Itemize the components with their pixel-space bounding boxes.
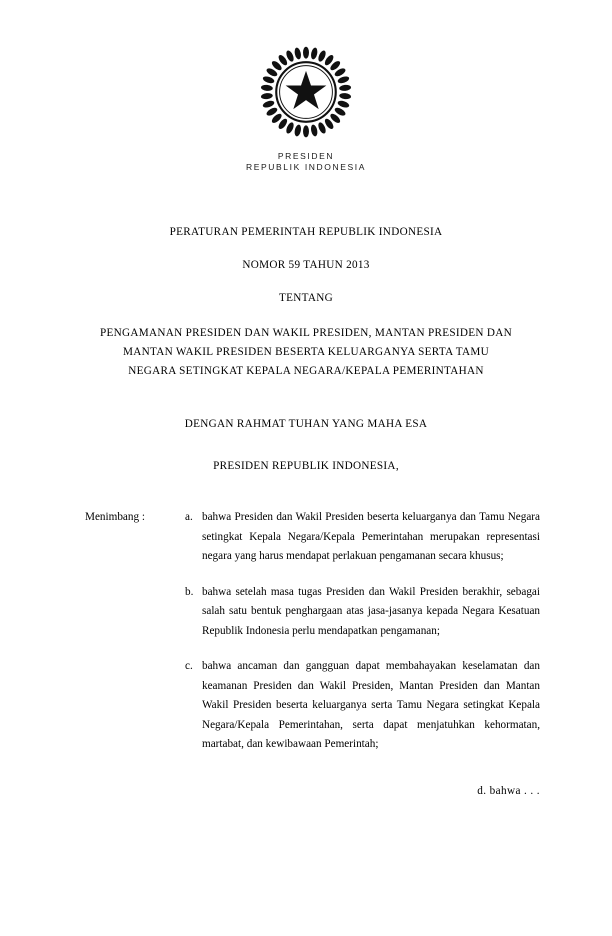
indonesia-presidential-seal-icon [258,44,354,140]
list-item-marker: c. [185,660,193,672]
list-item-text: bahwa setelah masa tugas Presiden dan Wakil Presiden berakhir, sebagai salah satu bentuk penghargaan atas jasa-jasanya kepada Negara Kesatuan Republik Indonesia perlu mendapatkan pengamanan; [202,585,540,637]
regulation-subject [71,324,541,381]
list-item [185,657,540,755]
list-item [185,583,540,642]
emblem-caption [0,151,612,173]
emblem-container [0,0,612,173]
blessing-line: DENGAN RAHMAT TUHAN YANG MAHA ESA [184,418,428,430]
emblem-caption-line-2: REPUBLIK INDONESIA [246,162,366,172]
title-block [0,225,612,474]
regulation-number: NOMOR 59 TAHUN 2013 [242,259,370,271]
issuing-authority: PRESIDEN REPUBLIK INDONESIA, [213,460,399,472]
list-item [185,508,540,567]
subject-line-2: MANTAN WAKIL PRESIDEN BESERTA KELUARGANYA SERTA TAMU [123,346,489,358]
emblem-caption-line-1: PRESIDEN [277,151,335,161]
list-item-text: bahwa ancaman dan gangguan dapat membahayakan keselamatan dan keamanan Presiden dan Wakil Presiden, Mantan Presiden dan Mantan Wakil Presiden beserta keluarganya serta Tamu Negara setingkat Kepala Negara/Kepala Pemerintahan, serta dapat menjatuhkan kehormatan, martabat, dan kewibawaan Pemerintah; [202,660,540,750]
list-item-marker: a. [185,511,193,523]
considerations-label: Menimbang : [85,511,145,523]
about-label: TENTANG [278,292,334,304]
subject-line-3: NEGARA SETINGKAT KEPALA NEGARA/KEPALA PEMERINTAHAN [128,365,484,377]
subject-line-1: PENGAMANAN PRESIDEN DAN WAKIL PRESIDEN, MANTAN PRESIDEN DAN [99,327,513,339]
list-item-text: bahwa Presiden dan Wakil Presiden beserta keluarganya dan Tamu Negara setingkat Kepala Negara/Kepala Pemerintahan merupakan representasi negara yang harus mendapat perlakuan pengamanan secara khusus; [202,511,540,562]
considerations-list [185,508,540,755]
page-catchword: d. bahwa . . . [477,784,540,797]
considerations-row [85,508,540,755]
list-item-marker: b. [185,585,194,598]
considerations-section [0,508,612,755]
regulation-type-title: PERATURAN PEMERINTAH REPUBLIK INDONESIA [169,226,443,238]
